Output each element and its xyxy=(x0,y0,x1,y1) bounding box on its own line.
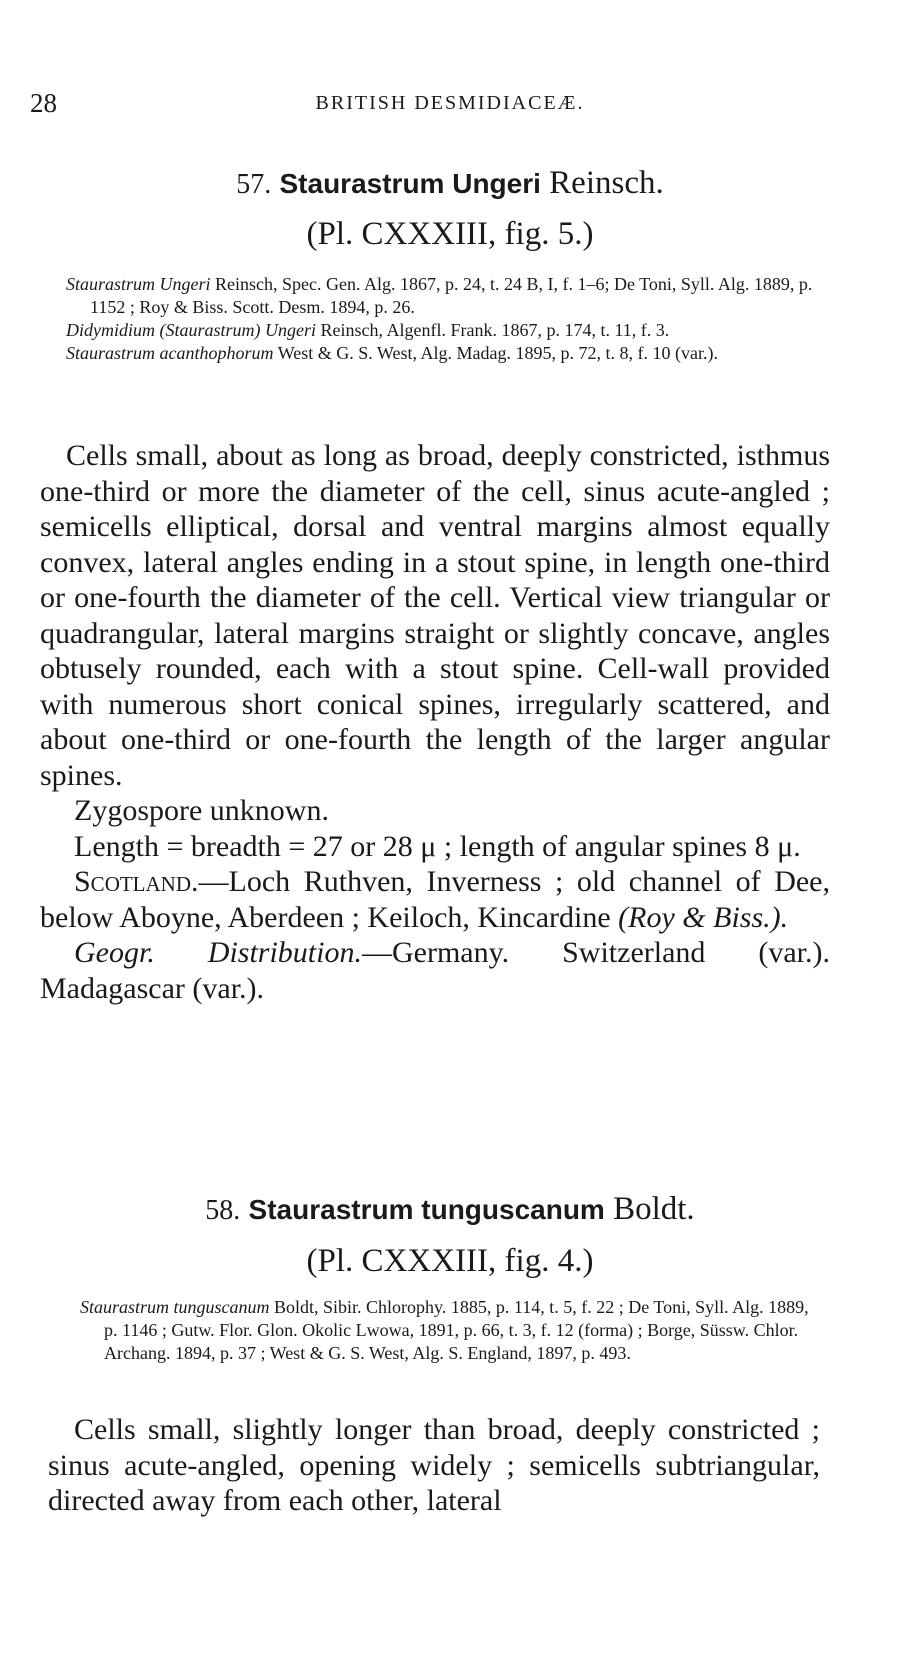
species-name: Staurastrum tunguscanum xyxy=(248,1194,605,1225)
synonym-entry: Staurastrum Ungeri Reinsch, Spec. Gen. Alg. 1867, p. 24, t. 24 B, I, f. 1–6; De Toni, Syll. Alg. 1889, p. 1152 ; Roy & Biss. Scott. Desm. 1894, p. 26. xyxy=(66,274,813,317)
species-heading-58 xyxy=(0,1191,900,1228)
running-title: BRITISH DESMIDIACEÆ. xyxy=(315,92,585,114)
dimensions-text: Length = breadth = 27 or 28 μ ; length of angular spines 8 μ. xyxy=(74,829,801,863)
locality-text: Scotland.—Loch Ruthven, Inverness ; old channel of Dee, below Aboyne, Aberdeen ; Keiloch, Kincardine (Roy & Biss.). xyxy=(40,865,830,934)
synonym-entry: Staurastrum acanthophorum West & G. S. West, Alg. Madag. 1895, p. 72, t. 8, f. 10 (var.). xyxy=(66,343,718,363)
page-number: 28 xyxy=(30,88,57,118)
zygospore-text: Zygospore unknown. xyxy=(74,794,329,827)
species-number: 58. xyxy=(205,1195,241,1226)
species-number: 57. xyxy=(236,169,272,200)
synonym-entry: Didymidium (Staurastrum) Ungeri Reinsch, Algenfl. Frank. 1867, p. 174, t. 11, f. 3. xyxy=(66,320,670,340)
plate-reference-58: (Pl. CXXXIII, fig. 4.) xyxy=(306,1243,594,1279)
description-57 xyxy=(40,438,830,1006)
synonym-entry: Staurastrum tunguscanum Boldt, Sibir. Chlorophy. 1885, p. 114, t. 5, f. 22 ; De Toni, Syll. Alg. 1889, p. 1146 ; Gutw. Flor. Glon. Okolic Lwowa, 1891, p. 66, t. 3, f. 12 (forma) ; Borge, Süssw. Chlor. Archang. 1894, p. 37 ; West & G. S. West, Alg. S. England, 1897, p. 493. xyxy=(80,1297,809,1363)
species-name: Staurastrum Ungeri xyxy=(279,168,541,199)
description-text: Cells small, about as long as broad, deeply constricted, isthmus one-third or more the diameter of the cell, sinus acute-angled ; semicells elliptical, dorsal and ventral margins almost equally convex, lateral angles ending in a stout spine, in length one-third or one-fourth the diameter of the cell. Vertical view triangular or quadrangular, lateral margins straight or slightly concave, angles obtusely rounded, each with a stout spine. Cell-wall provided with numerous short conical spines, irregularly scattered, and about one-third or one-fourth the length of the larger angular spines. xyxy=(40,439,830,792)
species-author: Reinsch. xyxy=(549,165,664,201)
species-author: Boldt. xyxy=(613,1191,695,1227)
running-head xyxy=(30,88,870,122)
synonymy-57 xyxy=(66,273,826,365)
description-text: Cells small, slightly longer than broad, deeply constricted ; sinus acute-angled, opening widely ; semicells subtriangular, directed away from each other, lateral xyxy=(48,1413,820,1517)
description-58 xyxy=(48,1412,820,1519)
synonymy-58 xyxy=(80,1296,820,1365)
distribution-text: Geogr. Distribution.—Germany. Switzerland (var.). Madagascar (var.). xyxy=(40,936,830,1005)
species-heading-57 xyxy=(0,165,900,202)
plate-reference-57: (Pl. CXXXIII, fig. 5.) xyxy=(306,216,594,252)
